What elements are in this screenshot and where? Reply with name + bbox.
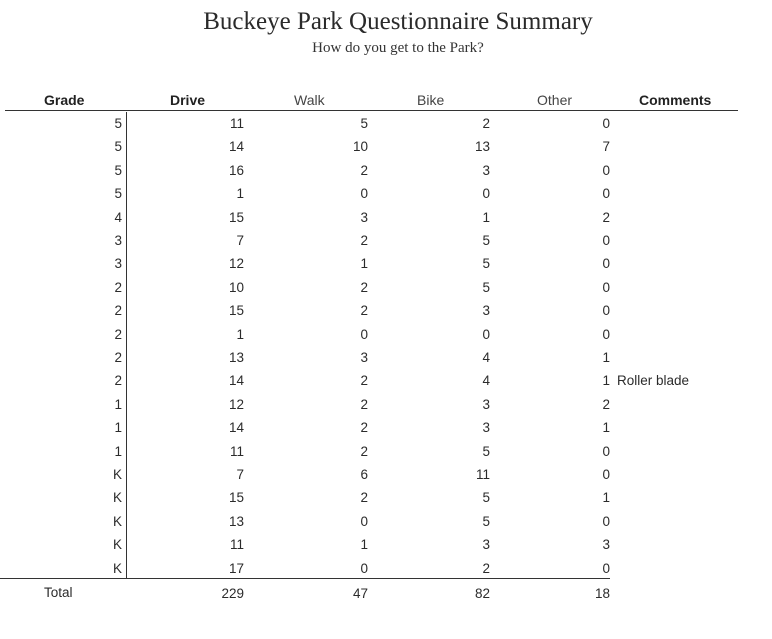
cell-grade: 1 <box>114 443 122 459</box>
cell-other: 0 <box>602 186 610 202</box>
cell-drive: 11 <box>229 116 244 131</box>
cell-drive: 1 <box>236 326 244 342</box>
cell-bike: 11 <box>475 467 490 482</box>
table-row <box>0 230 772 253</box>
cell-grade: 4 <box>114 209 122 225</box>
cell-walk: 1 <box>360 537 368 553</box>
cell-drive: 17 <box>228 560 244 576</box>
table-row <box>0 300 772 323</box>
cell-grade: K <box>112 467 122 482</box>
cell-drive: 11 <box>229 443 244 459</box>
cell-walk: 0 <box>360 560 368 576</box>
table-row <box>0 253 772 276</box>
cell-walk: 3 <box>360 209 368 225</box>
cell-walk: 2 <box>360 420 368 436</box>
cell-walk: 5 <box>360 116 368 131</box>
cell-walk: 2 <box>360 303 368 319</box>
header-drive: Drive <box>170 92 206 108</box>
cell-other: 0 <box>602 467 610 482</box>
cell-walk: 0 <box>360 326 368 342</box>
cell-walk: 1 <box>360 256 368 272</box>
table-row <box>0 136 772 159</box>
cell-walk: 2 <box>360 279 368 295</box>
cell-bike: 0 <box>482 326 490 342</box>
cell-walk: 0 <box>360 186 368 202</box>
cell-other: 0 <box>602 233 610 248</box>
cell-drive: 13 <box>228 513 244 529</box>
cell-drive: 16 <box>228 162 244 178</box>
cell-bike: 13 <box>474 139 490 155</box>
cell-other: 0 <box>602 303 610 319</box>
cell-drive: 13 <box>228 350 244 365</box>
cell-other: 1 <box>602 420 610 436</box>
table-row <box>0 464 772 487</box>
cell-grade: 3 <box>114 233 122 248</box>
cell-drive: 7 <box>236 233 244 248</box>
cell-walk: 2 <box>360 373 368 389</box>
table-row <box>0 394 772 417</box>
cell-walk: 10 <box>352 139 368 155</box>
cell-grade: 1 <box>114 396 122 412</box>
table-row <box>0 324 772 347</box>
cell-comment: Roller blade <box>617 373 690 389</box>
cell-bike: 5 <box>482 490 490 506</box>
cell-bike: 5 <box>482 513 490 529</box>
header-other: Other <box>537 92 573 108</box>
cell-drive: 7 <box>236 467 244 482</box>
cell-walk: 2 <box>360 396 368 412</box>
cell-other: 0 <box>602 279 610 295</box>
cell-other: 1 <box>602 350 610 365</box>
cell-drive: 12 <box>228 256 244 272</box>
cell-drive: 1 <box>236 186 244 202</box>
total-row <box>0 583 772 607</box>
cell-drive: 15 <box>228 303 244 319</box>
cell-bike: 5 <box>482 279 490 295</box>
cell-other: 7 <box>602 139 610 155</box>
cell-grade: 1 <box>114 420 122 436</box>
cell-grade: 5 <box>114 139 122 155</box>
header-grade: Grade <box>44 92 85 108</box>
cell-grade: 2 <box>114 279 122 295</box>
cell-grade: 5 <box>114 186 122 202</box>
document-subtitle: How do you get to the Park? <box>312 40 484 56</box>
cell-drive: 14 <box>228 139 244 155</box>
cell-grade: K <box>112 513 122 529</box>
total-bike: 82 <box>474 586 490 601</box>
header-rule <box>5 110 738 111</box>
cell-drive: 14 <box>228 373 244 389</box>
cell-bike: 4 <box>482 350 490 365</box>
header-comments: Comments <box>639 92 712 108</box>
cell-drive: 14 <box>228 420 244 436</box>
cell-grade: 2 <box>114 326 122 342</box>
cell-other: 3 <box>602 537 610 553</box>
cell-bike: 2 <box>482 560 490 576</box>
cell-other: 0 <box>602 443 610 459</box>
cell-walk: 0 <box>360 513 368 529</box>
cell-other: 0 <box>602 162 610 178</box>
cell-bike: 3 <box>482 420 490 436</box>
cell-bike: 2 <box>482 116 490 131</box>
cell-bike: 3 <box>482 537 490 553</box>
cell-bike: 3 <box>482 303 490 319</box>
table-row <box>0 441 772 464</box>
table-row <box>0 417 772 440</box>
cell-walk: 6 <box>360 467 368 482</box>
cell-grade: 2 <box>114 350 122 365</box>
cell-grade: K <box>112 560 122 576</box>
cell-other: 2 <box>602 209 610 225</box>
cell-grade: 5 <box>114 116 122 131</box>
cell-bike: 3 <box>482 396 490 412</box>
cell-bike: 3 <box>482 162 490 178</box>
document-title: Buckeye Park Questionnaire Summary <box>203 8 593 35</box>
cell-bike: 5 <box>482 443 490 459</box>
total-label: Total <box>44 585 73 600</box>
cell-walk: 2 <box>360 233 368 248</box>
cell-bike: 4 <box>482 373 490 389</box>
total-drive: 229 <box>221 586 244 601</box>
cell-bike: 5 <box>482 233 490 248</box>
cell-grade: 5 <box>114 162 122 178</box>
table-row <box>0 370 772 393</box>
cell-walk: 3 <box>360 350 368 365</box>
cell-other: 1 <box>602 373 610 389</box>
table-row <box>0 534 772 557</box>
cell-drive: 11 <box>229 537 244 553</box>
cell-grade: K <box>112 537 122 553</box>
cell-drive: 15 <box>228 209 244 225</box>
cell-other: 2 <box>602 396 610 412</box>
cell-bike: 1 <box>482 209 490 225</box>
table-row <box>0 347 772 370</box>
table-row <box>0 277 772 300</box>
cell-bike: 5 <box>482 256 490 272</box>
cell-walk: 2 <box>360 490 368 506</box>
table-row <box>0 160 772 183</box>
cell-other: 0 <box>602 326 610 342</box>
cell-drive: 15 <box>228 490 244 506</box>
cell-other: 0 <box>602 256 610 272</box>
table-row <box>0 487 772 510</box>
cell-grade: 3 <box>114 256 122 272</box>
cell-other: 0 <box>602 560 610 576</box>
table-row <box>0 113 772 136</box>
cell-drive: 12 <box>228 396 244 412</box>
table-row <box>0 183 772 206</box>
table-row <box>0 207 772 230</box>
total-walk: 47 <box>352 586 368 601</box>
header-bike: Bike <box>417 92 445 108</box>
header-walk: Walk <box>294 92 325 108</box>
cell-walk: 2 <box>360 162 368 178</box>
cell-other: 1 <box>602 490 610 506</box>
cell-drive: 10 <box>228 279 244 295</box>
cell-walk: 2 <box>360 443 368 459</box>
cell-grade: K <box>112 490 122 506</box>
total-other: 18 <box>594 586 610 601</box>
table-row <box>0 511 772 534</box>
cell-other: 0 <box>602 116 610 131</box>
total-rule <box>0 578 610 579</box>
cell-grade: 2 <box>114 303 122 319</box>
cell-bike: 0 <box>482 186 490 202</box>
cell-grade: 2 <box>114 373 122 389</box>
cell-other: 0 <box>602 513 610 529</box>
